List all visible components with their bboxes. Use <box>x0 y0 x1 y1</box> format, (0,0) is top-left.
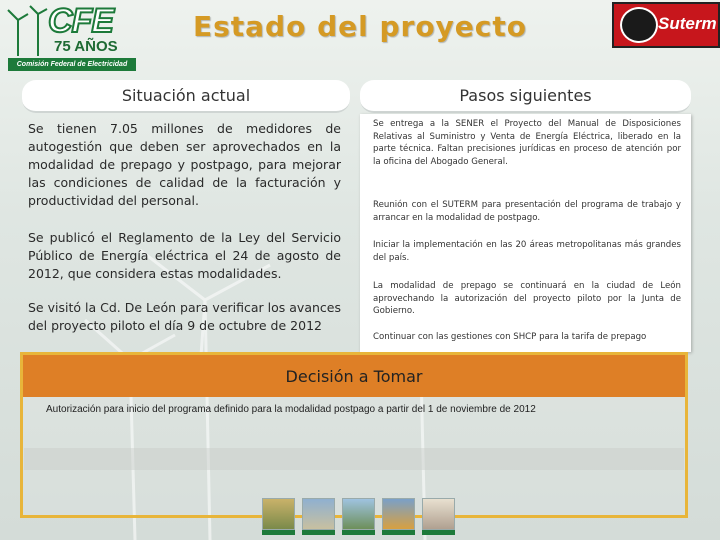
left-paragraph: Se tienen 7.05 millones de medidores de autogestión que deben ser aprovechados en la modalidad de prepago y postpago, para mejorar las condiciones de calidad de la facturación y productividad del personal. <box>28 121 341 208</box>
thumbnail-caption <box>342 530 375 535</box>
header <box>0 0 720 78</box>
cfe-anniversary: 75 AÑOS <box>54 38 118 55</box>
suterm-logo <box>612 2 720 48</box>
step-item: Reunión con el SUTERM para presentación del programa de trabajo y arrancar en la modalidad de postpago. <box>373 200 681 223</box>
photo-thumbnail <box>342 498 375 530</box>
decision-text: Autorización para inicio del programa definido para la modalidad postpago a partir del 1 de noviembre de 2012 <box>46 404 536 415</box>
decorative-strip <box>24 448 684 470</box>
cfe-tagline: Comisión Federal de Electricidad <box>8 58 136 71</box>
suterm-wordmark: Suterm <box>658 14 717 33</box>
thumbnail-caption <box>302 530 335 535</box>
photo-thumbnail <box>422 498 455 530</box>
step-item: Continuar con las gestiones con SHCP para la tarifa de prepago <box>373 332 647 342</box>
page-title: Estado del proyecto <box>192 10 528 43</box>
thumbnail-caption <box>422 530 455 535</box>
step-item: Se entrega a la SENER el Proyecto del Manual de Disposiciones Relativas al Suministro y Venta de Energía Eléctrica, liberado en la parte técnica. Faltan precisiones jurídicas en proceso de atención por la oficina del Abogado General. <box>373 119 681 167</box>
photo-thumbnail <box>382 498 415 530</box>
footer-thumbnails <box>262 498 462 536</box>
left-paragraph: Se visitó la Cd. De León para verificar los avances del proyecto piloto el día 9 de octubre de 2012 <box>28 300 341 333</box>
photo-thumbnail <box>262 498 295 530</box>
decision-title: Decisión a Tomar <box>285 367 423 386</box>
union-seal-icon <box>620 7 658 43</box>
step-item: La modalidad de prepago se continuará en la ciudad de León aprovechando la autorización del proyecto piloto por la Junta de Gobierno. <box>373 281 681 316</box>
step-item: Iniciar la implementación en las 20 áreas metropolitanas más grandes del país. <box>373 240 681 263</box>
pasos-heading: Pasos siguientes <box>360 80 691 113</box>
thumbnail-caption <box>262 530 295 535</box>
left-paragraph: Se publicó el Reglamento de la Ley del Servicio Público de Energía eléctrica el 24 de agosto de 2012, que considera estas modalidades. <box>28 230 341 281</box>
photo-thumbnail <box>302 498 335 530</box>
thumbnail-caption <box>382 530 415 535</box>
cfe-wordmark: CFE <box>48 2 113 40</box>
situacion-heading: Situación actual <box>22 80 350 113</box>
